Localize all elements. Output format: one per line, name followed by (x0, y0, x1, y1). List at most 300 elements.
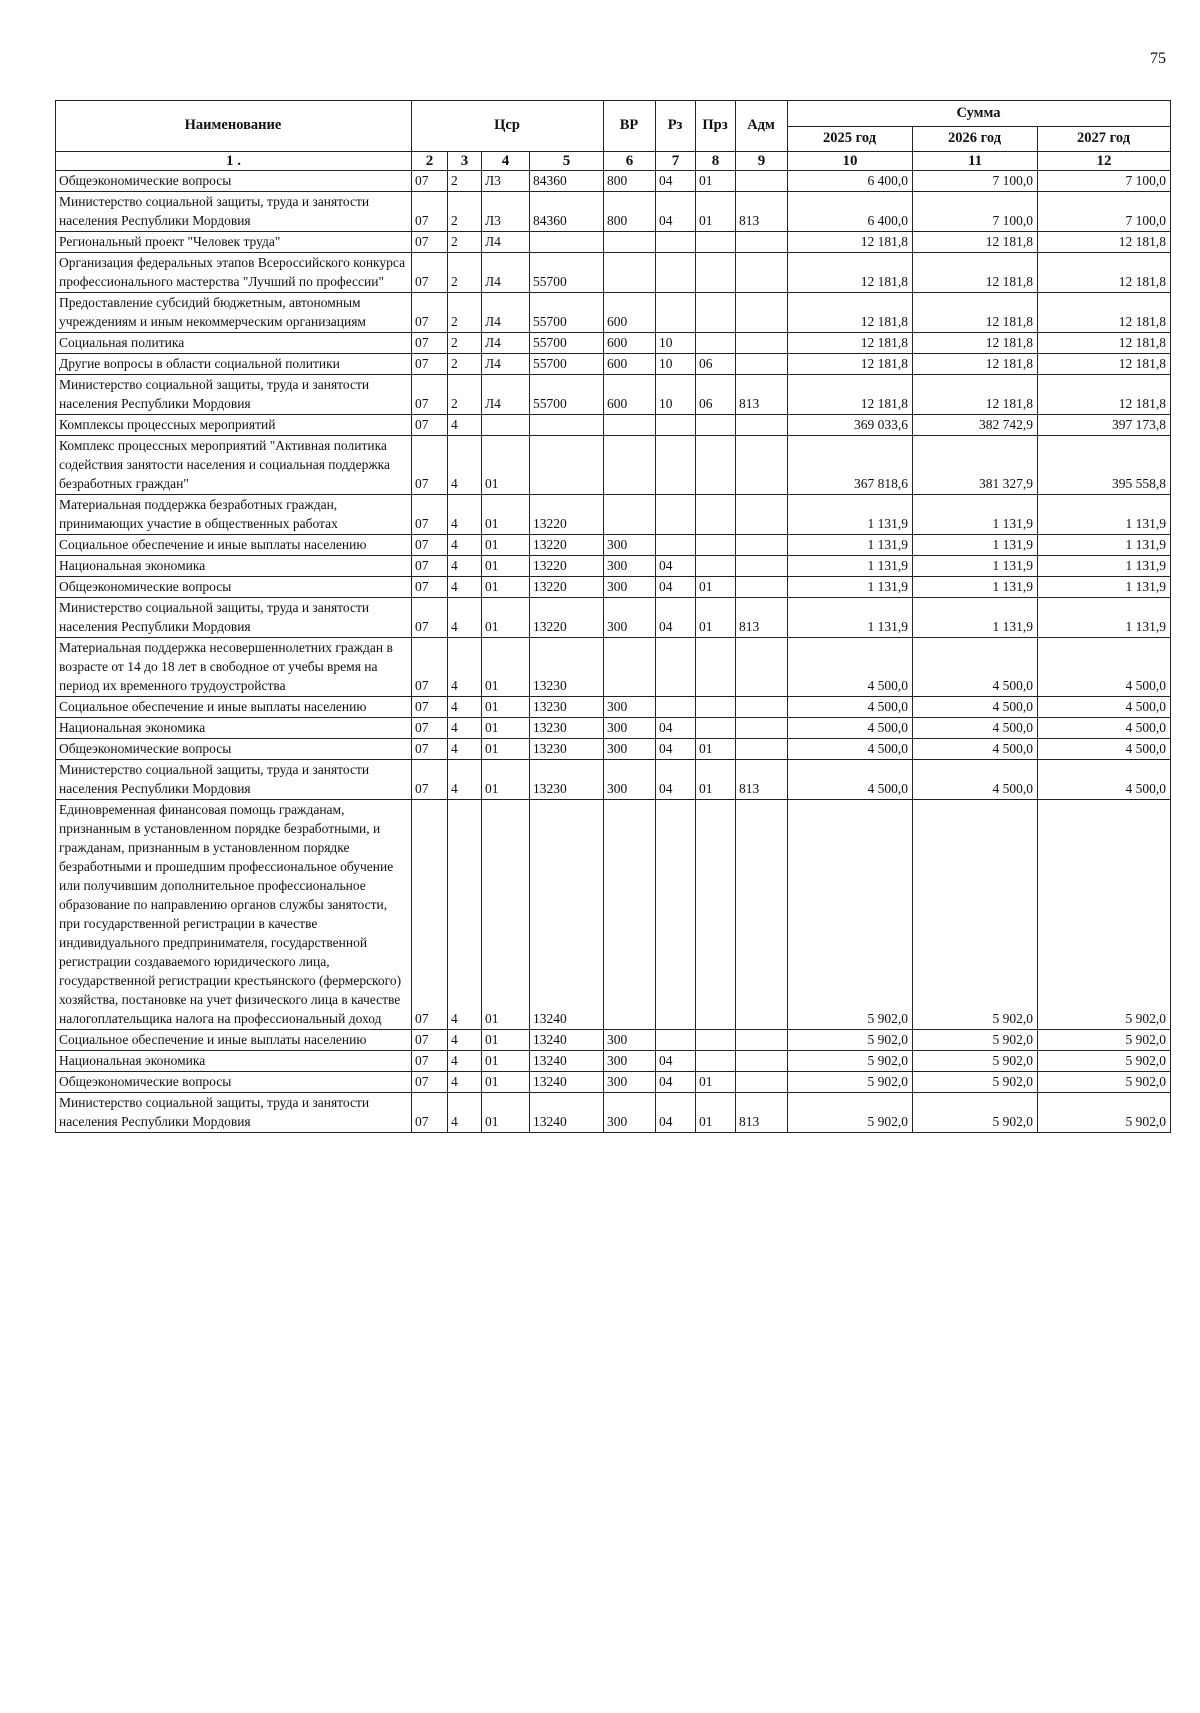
budget-table (55, 100, 1171, 1133)
table-row (56, 535, 1171, 556)
amount-2025: 12 181,8 (788, 253, 913, 293)
header-name: Наименование (56, 101, 412, 152)
vr-code: 300 (604, 598, 656, 638)
table-row (56, 415, 1171, 436)
table-row (56, 1093, 1171, 1133)
csr-type: 4 (448, 598, 482, 638)
csr-type: 4 (448, 577, 482, 598)
adm-code (736, 556, 788, 577)
rz-code (656, 638, 696, 697)
csr-structure: Л4 (482, 293, 530, 333)
table-row (56, 697, 1171, 718)
csr-structure: Л4 (482, 232, 530, 253)
prz-code: 01 (696, 1093, 736, 1133)
prz-code: 01 (696, 577, 736, 598)
rz-code: 04 (656, 739, 696, 760)
table-row (56, 333, 1171, 354)
table-row (56, 375, 1171, 415)
adm-code (736, 232, 788, 253)
table-row (56, 718, 1171, 739)
amount-2025: 12 181,8 (788, 333, 913, 354)
prz-code: 06 (696, 375, 736, 415)
amount-2026: 1 131,9 (913, 495, 1038, 535)
amount-2025: 6 400,0 (788, 192, 913, 232)
amount-2027: 397 173,8 (1038, 415, 1171, 436)
row-name: Национальная экономика (56, 556, 412, 577)
vr-code: 300 (604, 1051, 656, 1072)
column-number: 5 (530, 152, 604, 171)
row-name: Национальная экономика (56, 718, 412, 739)
rz-code (656, 697, 696, 718)
csr-structure: Л3 (482, 171, 530, 192)
amount-2027: 4 500,0 (1038, 697, 1171, 718)
header-prz: Прз (696, 101, 736, 152)
rz-code: 04 (656, 1072, 696, 1093)
csr-type: 2 (448, 253, 482, 293)
table-row (56, 354, 1171, 375)
prz-code (696, 556, 736, 577)
adm-code (736, 535, 788, 556)
csr-direction: 55700 (530, 333, 604, 354)
column-number: 8 (696, 152, 736, 171)
page-number: 75 (1150, 50, 1166, 67)
vr-code: 300 (604, 739, 656, 760)
table-row (56, 598, 1171, 638)
row-name: Общеэкономические вопросы (56, 577, 412, 598)
rz-code (656, 535, 696, 556)
csr-direction: 13240 (530, 1030, 604, 1051)
row-name: Министерство социальной защиты, труда и занятости населения Республики Мордовия (56, 375, 412, 415)
csr-program: 07 (412, 598, 448, 638)
row-name: Министерство социальной защиты, труда и занятости населения Республики Мордовия (56, 1093, 412, 1133)
csr-program: 07 (412, 1093, 448, 1133)
csr-type: 4 (448, 739, 482, 760)
rz-code: 10 (656, 333, 696, 354)
vr-code (604, 495, 656, 535)
table-row (56, 739, 1171, 760)
rz-code: 04 (656, 577, 696, 598)
amount-2025: 1 131,9 (788, 598, 913, 638)
rz-code: 04 (656, 171, 696, 192)
csr-structure: 01 (482, 1051, 530, 1072)
amount-2025: 4 500,0 (788, 718, 913, 739)
rz-code: 04 (656, 1051, 696, 1072)
csr-type: 2 (448, 333, 482, 354)
column-number: 6 (604, 152, 656, 171)
amount-2026: 381 327,9 (913, 436, 1038, 495)
adm-code: 813 (736, 760, 788, 800)
csr-direction: 13230 (530, 638, 604, 697)
row-name: Общеэкономические вопросы (56, 739, 412, 760)
prz-code (696, 232, 736, 253)
csr-type: 4 (448, 760, 482, 800)
amount-2025: 367 818,6 (788, 436, 913, 495)
csr-type: 4 (448, 415, 482, 436)
table-body (56, 171, 1171, 1133)
csr-structure: 01 (482, 718, 530, 739)
vr-code (604, 638, 656, 697)
csr-direction (530, 436, 604, 495)
amount-2025: 5 902,0 (788, 1030, 913, 1051)
rz-code (656, 436, 696, 495)
amount-2027: 5 902,0 (1038, 1093, 1171, 1133)
csr-direction: 84360 (530, 192, 604, 232)
prz-code (696, 293, 736, 333)
csr-direction: 13240 (530, 1051, 604, 1072)
csr-structure: 01 (482, 1030, 530, 1051)
prz-code: 01 (696, 739, 736, 760)
amount-2025: 4 500,0 (788, 697, 913, 718)
csr-type: 4 (448, 1093, 482, 1133)
row-name: Материальная поддержка несовершеннолетних граждан в возрасте от 14 до 18 лет в свободное от учебы время на период их временного трудоустройства (56, 638, 412, 697)
prz-code: 01 (696, 171, 736, 192)
csr-structure: Л4 (482, 333, 530, 354)
table-row (56, 638, 1171, 697)
adm-code (736, 638, 788, 697)
csr-type: 4 (448, 638, 482, 697)
csr-program: 07 (412, 1072, 448, 1093)
amount-2025: 5 902,0 (788, 1093, 913, 1133)
csr-direction: 84360 (530, 171, 604, 192)
column-number: 9 (736, 152, 788, 171)
amount-2026: 5 902,0 (913, 1051, 1038, 1072)
csr-program: 07 (412, 760, 448, 800)
rz-code: 04 (656, 718, 696, 739)
vr-code: 300 (604, 697, 656, 718)
amount-2025: 1 131,9 (788, 577, 913, 598)
vr-code: 600 (604, 293, 656, 333)
csr-program: 07 (412, 232, 448, 253)
amount-2026: 4 500,0 (913, 718, 1038, 739)
amount-2027: 12 181,8 (1038, 375, 1171, 415)
amount-2027: 1 131,9 (1038, 577, 1171, 598)
column-number: 11 (913, 152, 1038, 171)
csr-program: 07 (412, 577, 448, 598)
column-number: 3 (448, 152, 482, 171)
adm-code (736, 171, 788, 192)
csr-program: 07 (412, 333, 448, 354)
vr-code (604, 415, 656, 436)
csr-type: 2 (448, 171, 482, 192)
amount-2027: 4 500,0 (1038, 760, 1171, 800)
adm-code (736, 697, 788, 718)
amount-2025: 6 400,0 (788, 171, 913, 192)
csr-program: 07 (412, 739, 448, 760)
vr-code: 300 (604, 556, 656, 577)
csr-structure (482, 415, 530, 436)
adm-code: 813 (736, 1093, 788, 1133)
csr-structure: 01 (482, 556, 530, 577)
csr-direction: 13230 (530, 697, 604, 718)
amount-2025: 5 902,0 (788, 800, 913, 1030)
column-number: 10 (788, 152, 913, 171)
header-csr: Цср (412, 101, 604, 152)
row-name: Министерство социальной защиты, труда и занятости населения Республики Мордовия (56, 598, 412, 638)
amount-2026: 1 131,9 (913, 577, 1038, 598)
rz-code: 04 (656, 760, 696, 800)
row-name: Национальная экономика (56, 1051, 412, 1072)
vr-code: 300 (604, 1093, 656, 1133)
rz-code: 04 (656, 598, 696, 638)
csr-structure: 01 (482, 598, 530, 638)
csr-type: 2 (448, 354, 482, 375)
csr-structure: 01 (482, 638, 530, 697)
csr-direction: 13220 (530, 556, 604, 577)
csr-program: 07 (412, 293, 448, 333)
amount-2025: 4 500,0 (788, 760, 913, 800)
csr-program: 07 (412, 1051, 448, 1072)
adm-code (736, 253, 788, 293)
table-row (56, 556, 1171, 577)
adm-code: 813 (736, 375, 788, 415)
row-name: Министерство социальной защиты, труда и занятости населения Республики Мордовия (56, 192, 412, 232)
amount-2026: 5 902,0 (913, 1072, 1038, 1093)
vr-code: 800 (604, 171, 656, 192)
row-name: Организация федеральных этапов Всероссийского конкурса профессионального мастерства "Лучший по профессии" (56, 253, 412, 293)
csr-program: 07 (412, 171, 448, 192)
amount-2025: 1 131,9 (788, 495, 913, 535)
csr-program: 07 (412, 415, 448, 436)
header-rz: Рз (656, 101, 696, 152)
csr-direction: 55700 (530, 293, 604, 333)
amount-2027: 1 131,9 (1038, 495, 1171, 535)
adm-code (736, 293, 788, 333)
amount-2027: 5 902,0 (1038, 1051, 1171, 1072)
rz-code (656, 232, 696, 253)
adm-code (736, 415, 788, 436)
header-adm: Адм (736, 101, 788, 152)
csr-program: 07 (412, 354, 448, 375)
table-row (56, 293, 1171, 333)
amount-2025: 369 033,6 (788, 415, 913, 436)
csr-direction: 55700 (530, 354, 604, 375)
adm-code (736, 436, 788, 495)
csr-direction: 13240 (530, 800, 604, 1030)
vr-code (604, 253, 656, 293)
rz-code: 04 (656, 556, 696, 577)
csr-program: 07 (412, 436, 448, 495)
amount-2027: 4 500,0 (1038, 638, 1171, 697)
vr-code: 600 (604, 354, 656, 375)
csr-program: 07 (412, 556, 448, 577)
amount-2026: 12 181,8 (913, 232, 1038, 253)
table-row (56, 1072, 1171, 1093)
csr-structure: Л4 (482, 375, 530, 415)
table-row (56, 1051, 1171, 1072)
amount-2027: 12 181,8 (1038, 253, 1171, 293)
amount-2025: 5 902,0 (788, 1051, 913, 1072)
row-name: Единовременная финансовая помощь гражданам, признанным в установленном порядке безработными, и гражданам, признанным в установленном порядке безработными и прошедшим профессиональное обучение или получившим дополнительное профессиональное образование по направлению органов службы занятости, при государственной регистрации в качестве индивидуального предпринимателя, государственной регистрации создаваемого юридического лица, государственной регистрации крестьянского (фермерского) хозяйства, постановке на учет физического лица в качестве налогоплательщика налога на профессиональный доход (56, 800, 412, 1030)
csr-program: 07 (412, 638, 448, 697)
adm-code (736, 1072, 788, 1093)
table-row (56, 253, 1171, 293)
amount-2027: 1 131,9 (1038, 598, 1171, 638)
csr-direction: 13230 (530, 760, 604, 800)
vr-code (604, 800, 656, 1030)
amount-2027: 4 500,0 (1038, 739, 1171, 760)
csr-direction: 13220 (530, 535, 604, 556)
rz-code: 04 (656, 192, 696, 232)
amount-2026: 1 131,9 (913, 535, 1038, 556)
amount-2026: 5 902,0 (913, 1030, 1038, 1051)
csr-type: 4 (448, 800, 482, 1030)
adm-code (736, 333, 788, 354)
csr-type: 4 (448, 718, 482, 739)
csr-program: 07 (412, 718, 448, 739)
table-row (56, 1030, 1171, 1051)
csr-structure: 01 (482, 697, 530, 718)
amount-2026: 12 181,8 (913, 333, 1038, 354)
amount-2026: 4 500,0 (913, 739, 1038, 760)
csr-program: 07 (412, 192, 448, 232)
amount-2026: 5 902,0 (913, 800, 1038, 1030)
table-row (56, 577, 1171, 598)
amount-2025: 5 902,0 (788, 1072, 913, 1093)
row-name: Предоставление субсидий бюджетным, автономным учреждениям и иным некоммерческим организациям (56, 293, 412, 333)
adm-code (736, 718, 788, 739)
adm-code (736, 1051, 788, 1072)
amount-2027: 12 181,8 (1038, 333, 1171, 354)
csr-type: 4 (448, 697, 482, 718)
amount-2025: 12 181,8 (788, 232, 913, 253)
csr-type: 2 (448, 192, 482, 232)
prz-code: 01 (696, 598, 736, 638)
csr-direction (530, 415, 604, 436)
amount-2026: 5 902,0 (913, 1093, 1038, 1133)
amount-2027: 4 500,0 (1038, 718, 1171, 739)
table-row (56, 192, 1171, 232)
csr-direction: 13220 (530, 598, 604, 638)
adm-code: 813 (736, 598, 788, 638)
prz-code (696, 253, 736, 293)
csr-structure: 01 (482, 436, 530, 495)
amount-2026: 382 742,9 (913, 415, 1038, 436)
table-row (56, 760, 1171, 800)
row-name: Общеэкономические вопросы (56, 1072, 412, 1093)
column-number: 7 (656, 152, 696, 171)
table-row (56, 436, 1171, 495)
vr-code: 800 (604, 192, 656, 232)
amount-2026: 12 181,8 (913, 253, 1038, 293)
csr-structure: Л4 (482, 253, 530, 293)
amount-2026: 7 100,0 (913, 171, 1038, 192)
rz-code: 10 (656, 375, 696, 415)
amount-2025: 12 181,8 (788, 293, 913, 333)
prz-code (696, 718, 736, 739)
amount-2027: 12 181,8 (1038, 354, 1171, 375)
table-row (56, 495, 1171, 535)
column-number: 1 . (56, 152, 412, 171)
csr-type: 4 (448, 436, 482, 495)
column-number-row (56, 152, 1171, 171)
header-year-2026: 2026 год (913, 127, 1038, 152)
prz-code (696, 495, 736, 535)
prz-code: 01 (696, 1072, 736, 1093)
csr-structure: 01 (482, 800, 530, 1030)
amount-2027: 12 181,8 (1038, 232, 1171, 253)
prz-code (696, 638, 736, 697)
prz-code: 01 (696, 192, 736, 232)
vr-code (604, 232, 656, 253)
rz-code: 10 (656, 354, 696, 375)
vr-code: 600 (604, 333, 656, 354)
amount-2026: 4 500,0 (913, 760, 1038, 800)
adm-code (736, 1030, 788, 1051)
amount-2026: 4 500,0 (913, 697, 1038, 718)
csr-type: 2 (448, 293, 482, 333)
csr-type: 2 (448, 375, 482, 415)
csr-structure: 01 (482, 535, 530, 556)
adm-code (736, 495, 788, 535)
row-name: Социальное обеспечение и иные выплаты населению (56, 535, 412, 556)
csr-type: 4 (448, 1030, 482, 1051)
amount-2027: 5 902,0 (1038, 1072, 1171, 1093)
csr-structure: 01 (482, 577, 530, 598)
header-year-2025: 2025 год (788, 127, 913, 152)
prz-code: 06 (696, 354, 736, 375)
csr-program: 07 (412, 495, 448, 535)
prz-code (696, 1030, 736, 1051)
column-number: 12 (1038, 152, 1171, 171)
amount-2026: 4 500,0 (913, 638, 1038, 697)
csr-program: 07 (412, 375, 448, 415)
vr-code: 300 (604, 718, 656, 739)
csr-type: 2 (448, 232, 482, 253)
amount-2026: 1 131,9 (913, 556, 1038, 577)
adm-code (736, 354, 788, 375)
csr-direction: 13230 (530, 718, 604, 739)
csr-structure: 01 (482, 495, 530, 535)
column-number: 2 (412, 152, 448, 171)
prz-code: 01 (696, 760, 736, 800)
adm-code (736, 800, 788, 1030)
row-name: Общеэкономические вопросы (56, 171, 412, 192)
vr-code: 300 (604, 577, 656, 598)
csr-direction: 13220 (530, 495, 604, 535)
rz-code (656, 415, 696, 436)
amount-2025: 1 131,9 (788, 556, 913, 577)
amount-2026: 12 181,8 (913, 375, 1038, 415)
column-number: 4 (482, 152, 530, 171)
amount-2026: 12 181,8 (913, 293, 1038, 333)
vr-code: 300 (604, 760, 656, 800)
csr-direction: 13230 (530, 739, 604, 760)
prz-code (696, 333, 736, 354)
prz-code (696, 697, 736, 718)
rz-code (656, 800, 696, 1030)
vr-code (604, 436, 656, 495)
amount-2027: 12 181,8 (1038, 293, 1171, 333)
amount-2027: 5 902,0 (1038, 800, 1171, 1030)
rz-code (656, 495, 696, 535)
vr-code: 300 (604, 1030, 656, 1051)
header-year-2027: 2027 год (1038, 127, 1171, 152)
csr-structure: Л3 (482, 192, 530, 232)
csr-direction: 55700 (530, 253, 604, 293)
csr-direction (530, 232, 604, 253)
amount-2027: 1 131,9 (1038, 535, 1171, 556)
header-sum: Сумма (788, 101, 1171, 127)
amount-2026: 12 181,8 (913, 354, 1038, 375)
row-name: Другие вопросы в области социальной политики (56, 354, 412, 375)
rz-code (656, 253, 696, 293)
vr-code: 600 (604, 375, 656, 415)
amount-2026: 7 100,0 (913, 192, 1038, 232)
amount-2025: 4 500,0 (788, 739, 913, 760)
rz-code (656, 293, 696, 333)
table-row (56, 171, 1171, 192)
row-name: Социальное обеспечение и иные выплаты населению (56, 697, 412, 718)
